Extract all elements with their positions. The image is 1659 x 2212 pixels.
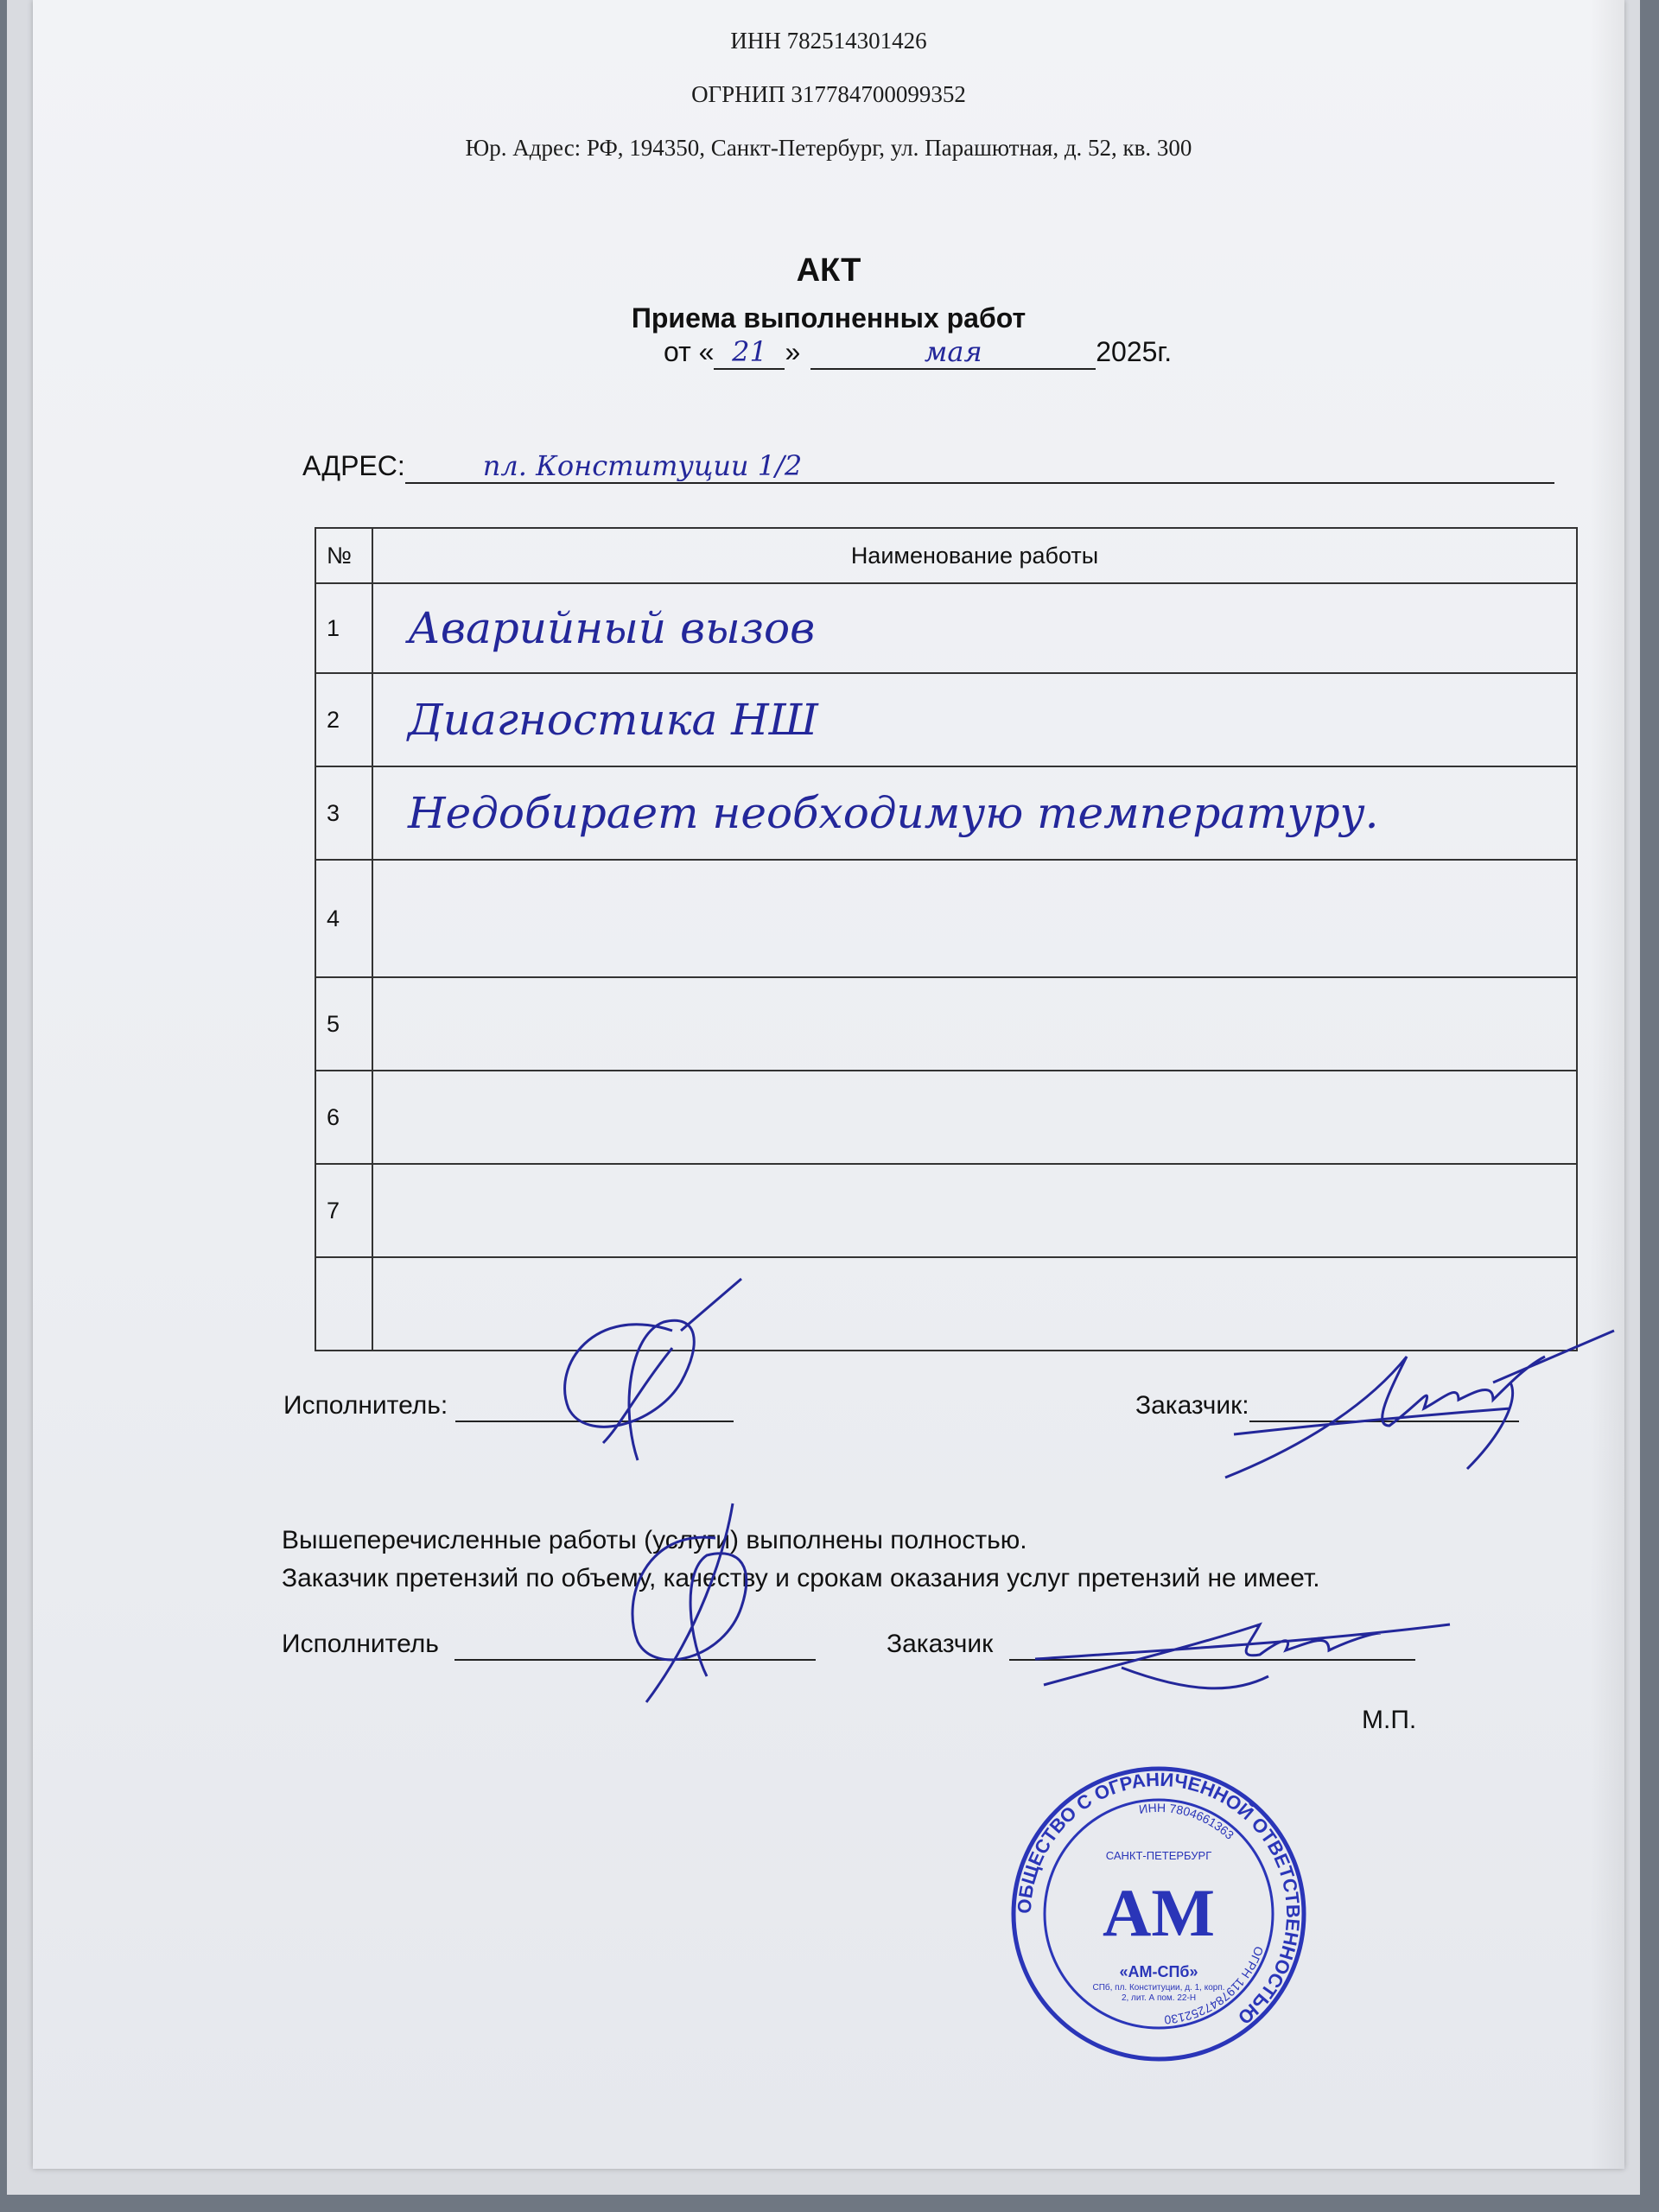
row-num: 7 (315, 1164, 372, 1257)
row-num: 3 (315, 766, 372, 860)
doc-title: АКТ (796, 252, 861, 289)
header-ogrnip: ОГРНИП 317784700099352 (691, 81, 966, 107)
stamp-city: САНКТ-ПЕТЕРБУРГ (1105, 1849, 1212, 1862)
date-year: 2025г. (1096, 336, 1173, 367)
table-row (315, 673, 1577, 766)
executor-label-1: Исполнитель: (283, 1391, 448, 1420)
customer-label-2: Заказчик (887, 1630, 994, 1658)
row-text: Диагностика НШ (372, 673, 1577, 766)
date-month: мая (810, 335, 1096, 370)
address-value: пл. Конституции 1/2 (405, 449, 1554, 484)
stamp-logo: АМ (1103, 1875, 1215, 1950)
table-row (315, 766, 1577, 860)
customer-signature-2 (1035, 1607, 1467, 1702)
header-address: Юр. Адрес: РФ, 194350, Санкт-Петербург, ул. Парашютная, д. 52, кв. 300 (465, 135, 1192, 161)
stamp-address: СПб, пл. Конституции, д. 1, корп. 2, лит. А пом. 22-Н (1092, 1983, 1225, 2003)
table-row (315, 583, 1577, 673)
table-header-row (315, 528, 1577, 583)
date-row (664, 335, 1172, 370)
stamp-place-label: М.П. (1362, 1706, 1417, 1734)
stamp-inn: ИНН 7804661363 (1138, 1800, 1237, 1842)
company-stamp (1007, 1763, 1310, 2065)
stamp-address-box (1090, 1983, 1228, 2026)
row-text (372, 977, 1577, 1071)
customer-signature-1 (1182, 1331, 1631, 1486)
row-num: 2 (315, 673, 372, 766)
customer-label-1: Заказчик: (1135, 1391, 1249, 1420)
table-row (315, 977, 1577, 1071)
row-text: Недобирает необходимую температуру. (372, 766, 1577, 860)
row-num: 1 (315, 583, 372, 673)
stamp-ogrn: ОГРН 1197847252130 (1163, 1944, 1267, 2027)
stamp-company-name: «АМ-СПб» (1119, 1963, 1198, 1980)
col-name-header: Наименование работы (372, 528, 1577, 583)
date-mid: » (785, 336, 801, 367)
row-text: Аварийный вызов (372, 583, 1577, 673)
date-prefix: от « (664, 336, 715, 367)
table-row (315, 860, 1577, 977)
row-text (372, 1164, 1577, 1257)
executor-signature-1 (543, 1296, 767, 1495)
header-inn: ИНН 782514301426 (730, 28, 927, 54)
works-table (315, 527, 1578, 1351)
address-row (302, 449, 1554, 484)
row-text (372, 860, 1577, 977)
address-label: АДРЕС: (302, 450, 405, 481)
row-num (315, 1257, 372, 1351)
completion-note: Вышеперечисленные работы (услуги) выполнены полностью. (282, 1526, 1027, 1554)
row-text (372, 1071, 1577, 1164)
table-row (315, 1164, 1577, 1257)
table-row (315, 1071, 1577, 1164)
doc-subtitle: Приема выполненных работ (631, 302, 1027, 334)
executor-label-2: Исполнитель (282, 1630, 439, 1658)
no-claims-note: Заказчик претензий по объему, качеству и срокам оказания услуг претензий не имеет. (282, 1564, 1320, 1592)
document-sheet (33, 0, 1624, 2169)
row-num: 5 (315, 977, 372, 1071)
row-num: 6 (315, 1071, 372, 1164)
executor-signature-2 (603, 1503, 793, 1711)
col-num-header: № (315, 528, 372, 583)
stamp-outer-text: ОБЩЕСТВО С ОГРАНИЧЕННОЙ ОТВЕТСТВЕННОСТЬЮ (1013, 1768, 1305, 2029)
row-num: 4 (315, 860, 372, 977)
date-day: 21 (714, 335, 785, 370)
